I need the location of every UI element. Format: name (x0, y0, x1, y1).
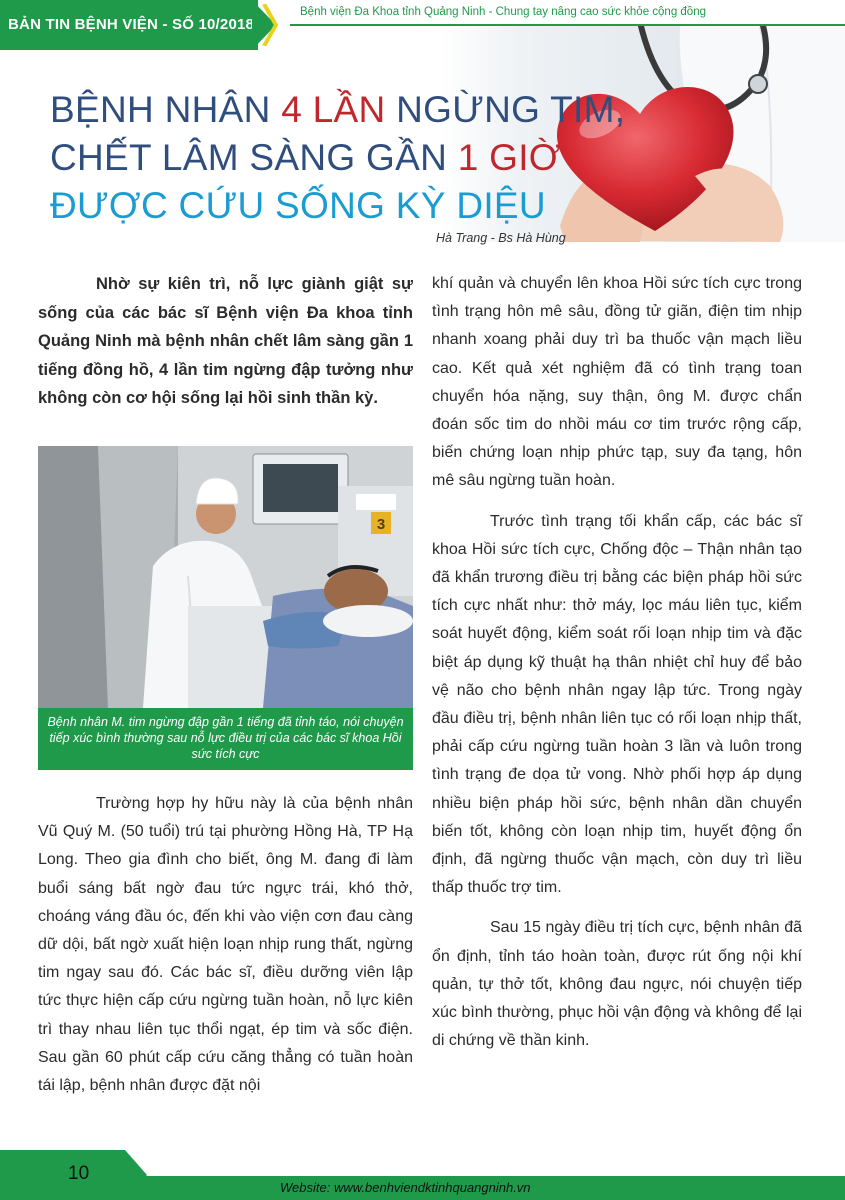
lead-paragraph (38, 270, 413, 413)
title-line-2: CHẾT LÂM SÀNG GẦN 1 GIỜ (50, 137, 561, 178)
title-line-1: BỆNH NHÂN 4 LẦN NGỪNG TIM, (50, 89, 626, 130)
byline: Hà Trang - Bs Hà Hùng (436, 231, 566, 245)
paragraph-treatment: Trước tình trạng tối khẩn cấp, các bác sĩ khoa Hồi sức tích cực, Chống độc – Thận nhân tạo đã khẩn trương điều trị bằng các biện pháp hồi sức tích cực nhất như: thở máy, lọc máu liên tục, kiểm soát huyết động, kiểm soát rối loạn nhịp tim và đặc biệt áp dụng kỹ thuật hạ thân nhiệt chỉ huy để bảo vệ não cho bệnh nhân ngay lập tức. Trong ngày đầu điều trị, bệnh nhân liên tục có rối loạn nhịp thất, phải cấp cứu ngừng tuần hoàn 3 lần và luôn trong tình trạng đe dọa tử vong. Nhờ phối hợp áp dụng nhiều biện pháp hồi sức, bệnh nhân dần chuyển biến tốt, không còn loạn nhịp tim, huyết động ổn định, đã ngừng thuốc vận mạch, còn duy trì liều thấp thuốc trợ tim. (432, 512, 802, 897)
paragraph-case: Trường hợp hy hữu này là của bệnh nhân Vũ Quý M. (50 tuổi) trú tại phường Hồng Hà, TP Hạ Long. Theo gia đình cho biết, ông M. đang đi làm buổi sáng bất ngờ đau tức ngực trái, khó thở, choáng váng đầu óc, đến khi vào viện cơn đau càng dữ dội, bất ngờ xuất hiện loạn nhịp rung thất, ngừng tim ngay sau đó. Các bác sĩ, điều dưỡng viên lập tức thực hiện cấp cứu ngừng tuần hoàn, nỗ lực kiên trì thay nhau liên tục thổi ngạt, ép tim và sốc điện. Sau gần 60 phút cấp cứu căng thẳng có tuần hoàn tái lập, bệnh nhân được đặt nội (38, 795, 413, 1095)
page-footer (0, 1150, 845, 1200)
page-number: 10 (0, 1150, 125, 1200)
paragraph-outcome: Sau 15 ngày điều trị tích cực, bệnh nhân đã ổn định, tỉnh táo hoàn toàn, được rút ống nội khí quản, tự thở tốt, không đau ngực, nói chuyện tiếp xúc bình thường, phục hồi vận động và không để lại di chứng về thần kinh. (432, 919, 802, 1050)
paragraph-continued: khí quản và chuyển lên khoa Hồi sức tích cực trong tình trạng hôn mê sâu, đồng tử giãn, điện tim nhịp nhanh xoang phải duy trì ba thuốc vận mạch liều cao. Kết quả xét nghiệm đã có tình trạng toan chuyển hóa nặng, suy thận, ông M. được chẩn đoán sốc tim do nhồi máu cơ tim trước rộng cấp, biến chứng loạn nhịp phức tạp, suy đa tạng, hôn mê sâu ngừng tuần hoàn. (432, 275, 802, 490)
hospital-tagline: Bệnh viện Đa Khoa tỉnh Quảng Ninh - Chung tay nâng cao sức khỏe cộng đồng (300, 6, 706, 18)
newsletter-section-label: BẢN TIN BỆNH VIỆN - SỐ 10/2018 (0, 0, 258, 50)
lead-text: Nhờ sự kiên trì, nỗ lực giành giật sự sống của các bác sĩ Bệnh viện Đa khoa tỉnh Quảng Ninh mà bệnh nhân chết lâm sàng gần 1 tiếng đồng hồ, 4 lần tim ngừng đập tưởng như không còn cơ hội sống lại hồi sinh thần kỳ. (38, 275, 413, 407)
article-title (50, 86, 626, 230)
website-link[interactable]: Website: www.benhviendktinhquangninh.vn (280, 1180, 531, 1195)
bed-number-sign: 3 (376, 516, 386, 533)
right-column-body (432, 270, 802, 1067)
article-photo (38, 446, 413, 708)
footer-chevron (125, 1150, 147, 1200)
header-chevron-accent (262, 4, 278, 46)
left-column-body (38, 790, 413, 1100)
title-line-3: ĐƯỢC CỨU SỐNG KỲ DIỆU (50, 185, 546, 226)
photo-caption: Bệnh nhân M. tim ngừng đập gần 1 tiếng đã tỉnh táo, nói chuyện tiếp xúc bình thường sau nỗ lực điều trị của các bác sĩ khoa Hồi sức tích cực (38, 708, 413, 770)
